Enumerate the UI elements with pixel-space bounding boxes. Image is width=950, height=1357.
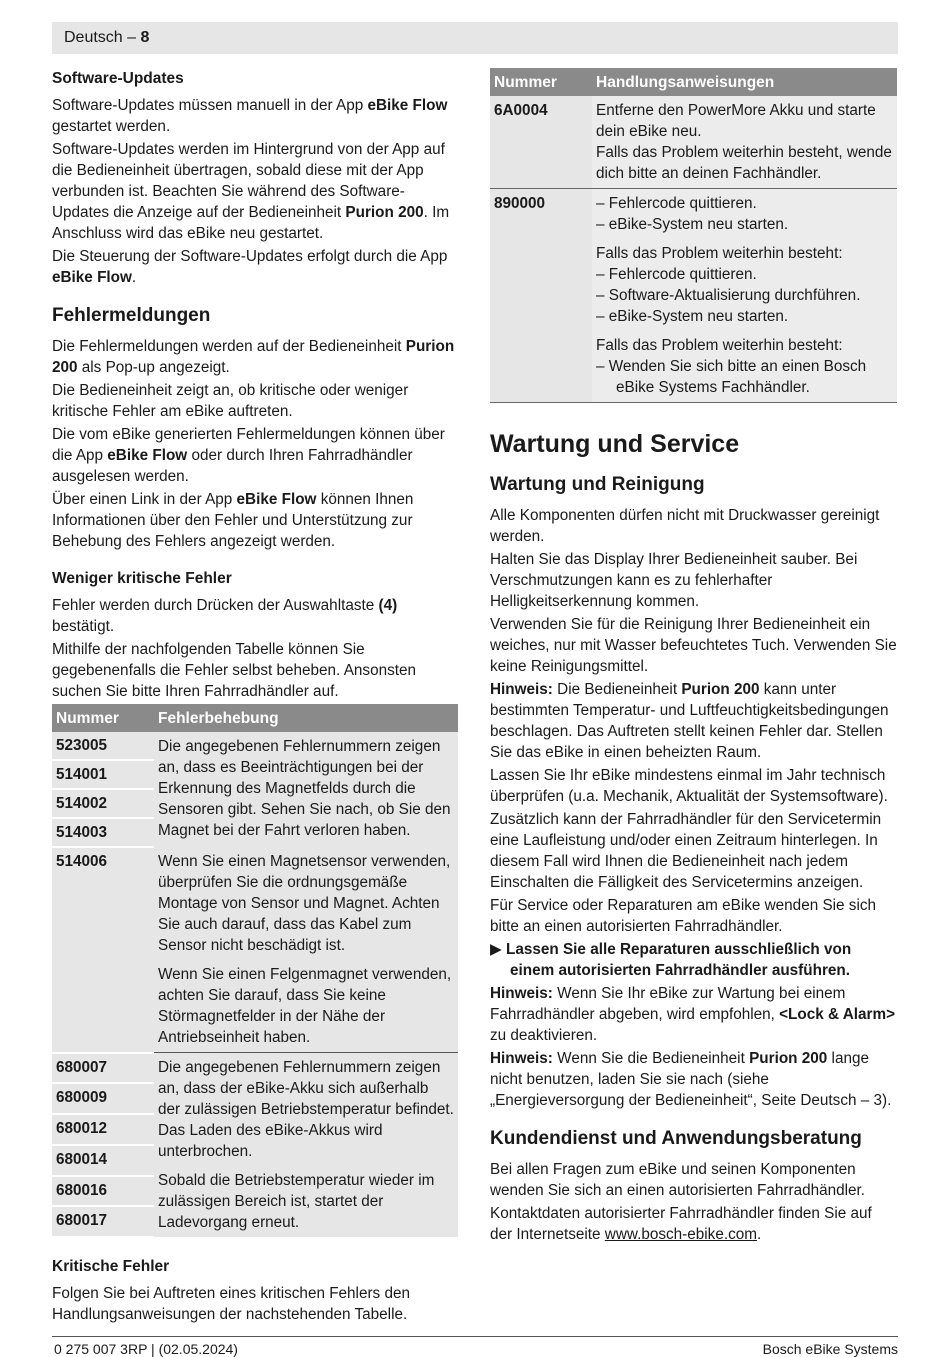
paragraph: Für Service oder Reparaturen am eBike wenden Sie sich bitte an einen autorisierten Fahrradhändler. — [490, 897, 877, 935]
paragraph: Lassen Sie Ihr eBike mindestens einmal im Jahr technisch überprüfen (u.a. Mechanik, Aktualität der Systemsoftware). — [490, 767, 888, 805]
footer-brand: Bosch eBike Systems — [762, 1341, 898, 1357]
error-code: 680016 — [52, 1176, 154, 1207]
page-footer — [52, 1336, 898, 1357]
error-code: 6A0004 — [490, 96, 592, 189]
paragraph: Die Steuerung der Software-Updates erfolgt durch die App eBike Flow. — [52, 248, 448, 286]
right-column — [490, 68, 897, 1247]
error-code: 514003 — [52, 818, 154, 847]
paragraph: Alle Komponenten dürfen nicht mit Druckwasser gereinigt werden. — [490, 507, 880, 545]
table-header-fehlerbehebung: Fehlerbehebung — [154, 704, 458, 732]
paragraph: Mithilfe der nachfolgenden Tabelle können Sie gegebenenfalls die Fehler selbst beheben. Ansonsten suchen Sie bitte Ihren Fahrradhändler auf. — [52, 641, 416, 700]
paragraph: Zusätzlich kann der Fahrradhändler für den Servicetermin eine Laufleistung und/oder einen Zeitraum hinterlegen. In diesem Fall wird Ihnen die Bedieneinheit nach jedem Einschalten die Fälligkeit des Servicetermins anzeigen. — [490, 811, 882, 891]
error-code: 523005 — [52, 732, 154, 760]
heading-wartung-und-service: Wartung und Service — [490, 430, 740, 458]
paragraph: Hinweis: Die Bedieneinheit Purion 200 kann unter bestimmten Temperatur- und Luftfeuchtigkeitsbedingungen beschlagen. Das Auftreten stellt keinen Fehler dar. Stellen Sie das eBike in einen beheizten Raum. — [490, 681, 889, 761]
table-header-nummer: Nummer — [490, 68, 592, 96]
instruction-cell: Entferne den PowerMore Akku und starte dein eBike neu. Falls das Problem weiterhin besteht, wende dich bitte an deinen Fachhändler. — [592, 96, 897, 189]
paragraph: Verwenden Sie für die Reinigung Ihrer Bedieneinheit ein weiches, nur mit Wasser befeuchtetes Tuch. Verwenden Sie keine Reinigungsmittel. — [490, 616, 897, 675]
paragraph: Halten Sie das Display Ihrer Bedieneinheit sauber. Bei Verschmutzungen kann es zu fehlerhafter Helligkeitserkennung kommen. — [490, 551, 858, 610]
error-code: 680012 — [52, 1114, 154, 1145]
error-description: Die angegebenen Fehlernummern zeigen an, dass es Beeinträchtigungen bei der Erkennung des Magnetfelds durch die Sensoren gibt. Sehen Sie nach, ob Sie den Magnet bei der Fahrt verloren haben. — [154, 732, 458, 847]
error-code: 680009 — [52, 1083, 154, 1114]
table-header-handlungsanweisungen: Handlungsanweisungen — [592, 68, 897, 96]
error-table — [52, 704, 458, 1238]
heading-kundendienst: Kundendienst und Anwendungsberatung — [490, 1128, 862, 1149]
critical-error-table — [490, 68, 897, 403]
error-code: 680014 — [52, 1145, 154, 1176]
paragraph: Kontaktdaten autorisierter Fahrradhändler finden Sie auf der Internetseite www.bosch-ebike.com. — [490, 1205, 872, 1243]
paragraph: Software-Updates müssen manuell in der App eBike Flow gestartet werden. — [52, 97, 448, 135]
error-code: 514002 — [52, 789, 154, 818]
paragraph: Folgen Sie bei Auftreten eines kritischen Fehlers den Handlungsanweisungen der nachstehenden Tabelle. — [52, 1285, 410, 1323]
instruction-cell: – Fehlercode quittieren. – eBike-System neu starten. Falls das Problem weiterhin besteht: – Fehlercode quittieren. – Software-Aktualisierung durchführen. – eBike-System neu starten. Falls das Problem weiterhin besteht: – Wenden Sie sich bitte an einen Bosch eBike Systems Fachhändler. — [592, 189, 897, 403]
bosch-ebike-link[interactable]: www.bosch-ebike.com — [604, 1226, 757, 1243]
left-column — [52, 68, 458, 1327]
heading-software-updates: Software-Updates — [52, 70, 184, 87]
footer-doc-number: 0 275 007 3RP | (02.05.2024) — [54, 1341, 238, 1357]
paragraph: Bei allen Fragen zum eBike und seinen Komponenten wenden Sie sich an einen autorisierten Fahrradhändler. — [490, 1161, 866, 1199]
error-code: 680017 — [52, 1206, 154, 1237]
table-header-nummer: Nummer — [52, 704, 154, 732]
heading-wartung-und-reinigung: Wartung und Reinigung — [490, 474, 705, 495]
error-description: Wenn Sie einen Magnetsensor verwenden, überprüfen Sie die ordnungsgemäße Montage von Sensor und Magnet. Achten Sie auch darauf, dass das Kabel zum Sensor nicht beschädigt ist. Wenn Sie einen Felgenmagnet verwenden, achten Sie darauf, dass Sie keine Störmagnetfelder in der Nähe der Antriebseinheit haben. — [154, 847, 458, 1053]
heading-weniger-kritische-fehler: Weniger kritische Fehler — [52, 570, 232, 587]
paragraph: Software-Updates werden im Hintergrund von der App auf die Bedieneinheit übertragen, sobald diese mit der App verbunden ist. Beachten Sie während des Software-Updates die Anzeige auf der Bedieneinheit Purion 200. Im Anschluss wird das eBike neu gestartet. — [52, 141, 450, 242]
error-code: 514001 — [52, 760, 154, 789]
error-code: 680007 — [52, 1053, 154, 1084]
error-code: 514006 — [52, 847, 154, 1053]
heading-fehlermeldungen: Fehlermeldungen — [52, 305, 211, 326]
header-text: Deutsch – 8 — [64, 29, 150, 46]
page-header — [52, 22, 898, 54]
error-description: Die angegebenen Fehlernummern zeigen an, dass der eBike-Akku sich außerhalb der zulässigen Betriebstemperatur befindet. Das Laden des eBike-Akkus wird unterbrochen. Sobald die Betriebstemperatur wieder im zulässigen Bereich ist, startet der Ladevorgang erneut. — [154, 1053, 458, 1238]
paragraph: Hinweis: Wenn Sie die Bedieneinheit Purion 200 lange nicht benutzen, laden Sie sie nach (siehe „Energieversorgung der Bedieneinheit“, Seite Deutsch – 3). — [490, 1050, 892, 1109]
warning-instruction: ▶ Lassen Sie alle Reparaturen ausschließlich von einem autorisierten Fahrradhändler ausführen. — [490, 941, 852, 979]
heading-kritische-fehler: Kritische Fehler — [52, 1258, 170, 1275]
paragraph: Die Fehlermeldungen werden auf der Bedieneinheit Purion 200 als Pop-up angezeigt. — [52, 338, 455, 376]
paragraph: Hinweis: Wenn Sie Ihr eBike zur Wartung bei einem Fahrradhändler abgeben, wird empfohlen, <Lock & Alarm> zu deaktivieren. — [490, 985, 896, 1044]
paragraph: Die vom eBike generierten Fehlermeldungen können über die App eBike Flow oder durch Ihren Fahrradhändler ausgelesen werden. — [52, 426, 445, 485]
paragraph: Fehler werden durch Drücken der Auswahltaste (4) bestätigt. — [52, 597, 398, 635]
paragraph: Die Bedieneinheit zeigt an, ob kritische oder weniger kritische Fehler am eBike auftreten. — [52, 382, 409, 420]
error-code: 890000 — [490, 189, 592, 403]
paragraph: Über einen Link in der App eBike Flow können Ihnen Informationen über den Fehler und Unterstützung zur Behebung des Fehlers angezeigt werden. — [52, 491, 414, 550]
